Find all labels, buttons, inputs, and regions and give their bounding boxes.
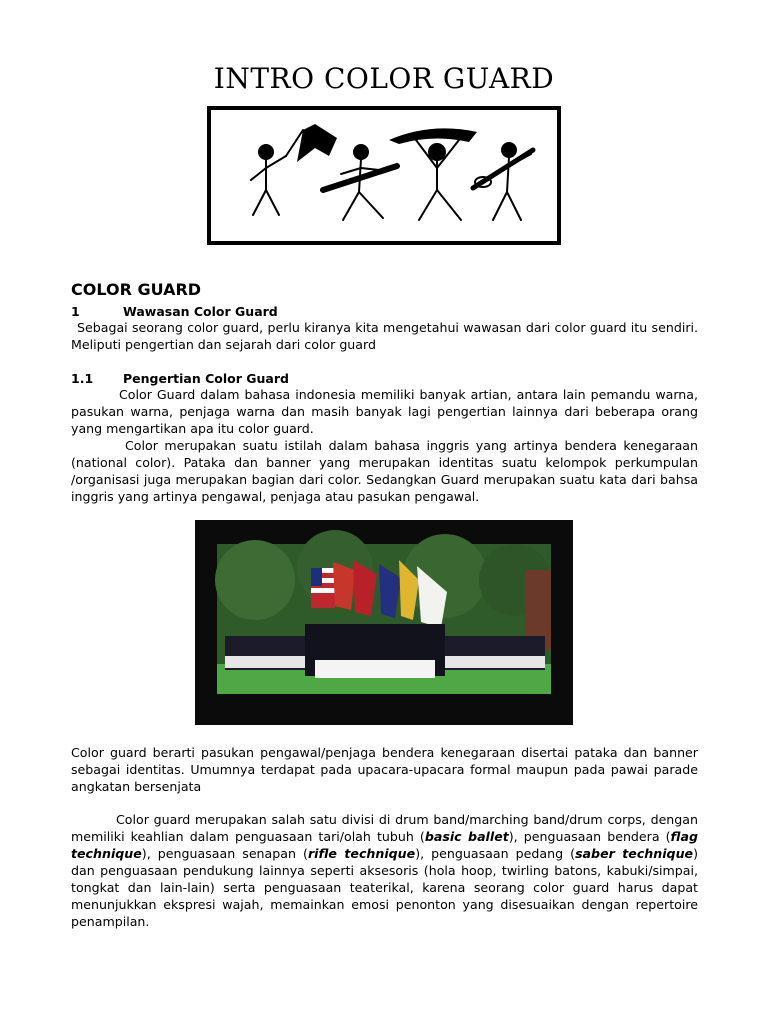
- paragraph-5-text-4: ), penguasaan pedang (: [415, 846, 576, 861]
- paragraph-5-text-1: Color guard merupakan salah satu divisi di drum band/marching band/drum corps, dengan memiliki keahlian dalam penguasaan tari/olah tubuh (: [71, 812, 698, 844]
- section-1-heading: [71, 304, 278, 319]
- term-flag-technique: flag technique: [71, 829, 698, 861]
- paragraph-3: Color merupakan suatu istilah dalam bahasa inggris yang artinya bendera kenegaraan (national color). Pataka dan banner yang merupakan identitas suatu kelompok perkumpulan /organisasi juga merupakan bagian dari color. Sedangkan Guard merupakan suatu kata dari bahsa inggris yang artinya pengawal, penjaga atau pasukan pengawal.: [71, 438, 698, 504]
- section-heading: COLOR GUARD: [71, 280, 202, 299]
- paragraph-5-text-3: ), penguasaan senapan (: [141, 846, 308, 861]
- section-number: 1.1: [71, 371, 94, 386]
- term-rifle-technique: rifle technique: [307, 846, 416, 861]
- color-guard-parade-photo: [195, 520, 573, 725]
- document-title: INTRO COLOR GUARD: [213, 62, 555, 95]
- section-title: Pengertian Color Guard: [123, 371, 289, 386]
- term-saber-technique: saber technique: [575, 846, 694, 861]
- paragraph-5-text-2: ), penguasaan bendera (: [508, 829, 671, 844]
- paragraph-5-text-5: ) dan penguasaan pendukung lainnya seperti aksesoris (hola hoop, twirling batons, kabuki/simpai, tongkat dan lain-lain) serta penguasaan teaterikal, karena seorang color guard harus dapat menunjukkan ekspresi wajah, memainkan emosi penonton yang disesuaikan dengan repertoire penampilan.: [71, 846, 698, 929]
- paragraph-2: Color Guard dalam bahasa indonesia memiliki banyak artian, antara lain pemandu warna, pasukan warna, penjaga warna dan masih banyak lagi pengertian lainnya dari beberapa orang yang mengartikan apa itu color guard.: [71, 387, 698, 436]
- parade-photo-icon: [195, 520, 573, 725]
- section-title: Wawasan Color Guard: [123, 304, 278, 319]
- paragraph-5: [71, 811, 698, 930]
- section-number: 1: [71, 304, 80, 319]
- section-1-1-heading: [71, 371, 289, 386]
- paragraph-4: Color guard berarti pasukan pengawal/penjaga bendera kenegaraan disertai pataka dan banner sebagai identitas. Umumnya terdapat pada upacara-upacara formal maupun pada pawai parade angkatan bersenjata: [71, 745, 698, 794]
- color-guard-logo-image: [207, 106, 561, 245]
- color-guard-stick-figures-icon: [211, 110, 557, 241]
- term-basic-ballet: basic ballet: [424, 829, 509, 844]
- paragraph-1: Sebagai seorang color guard, perlu kiranya kita mengetahui wawasan dari color guard itu sendiri. Meliputi pengertian dan sejarah dari color guard: [71, 320, 698, 352]
